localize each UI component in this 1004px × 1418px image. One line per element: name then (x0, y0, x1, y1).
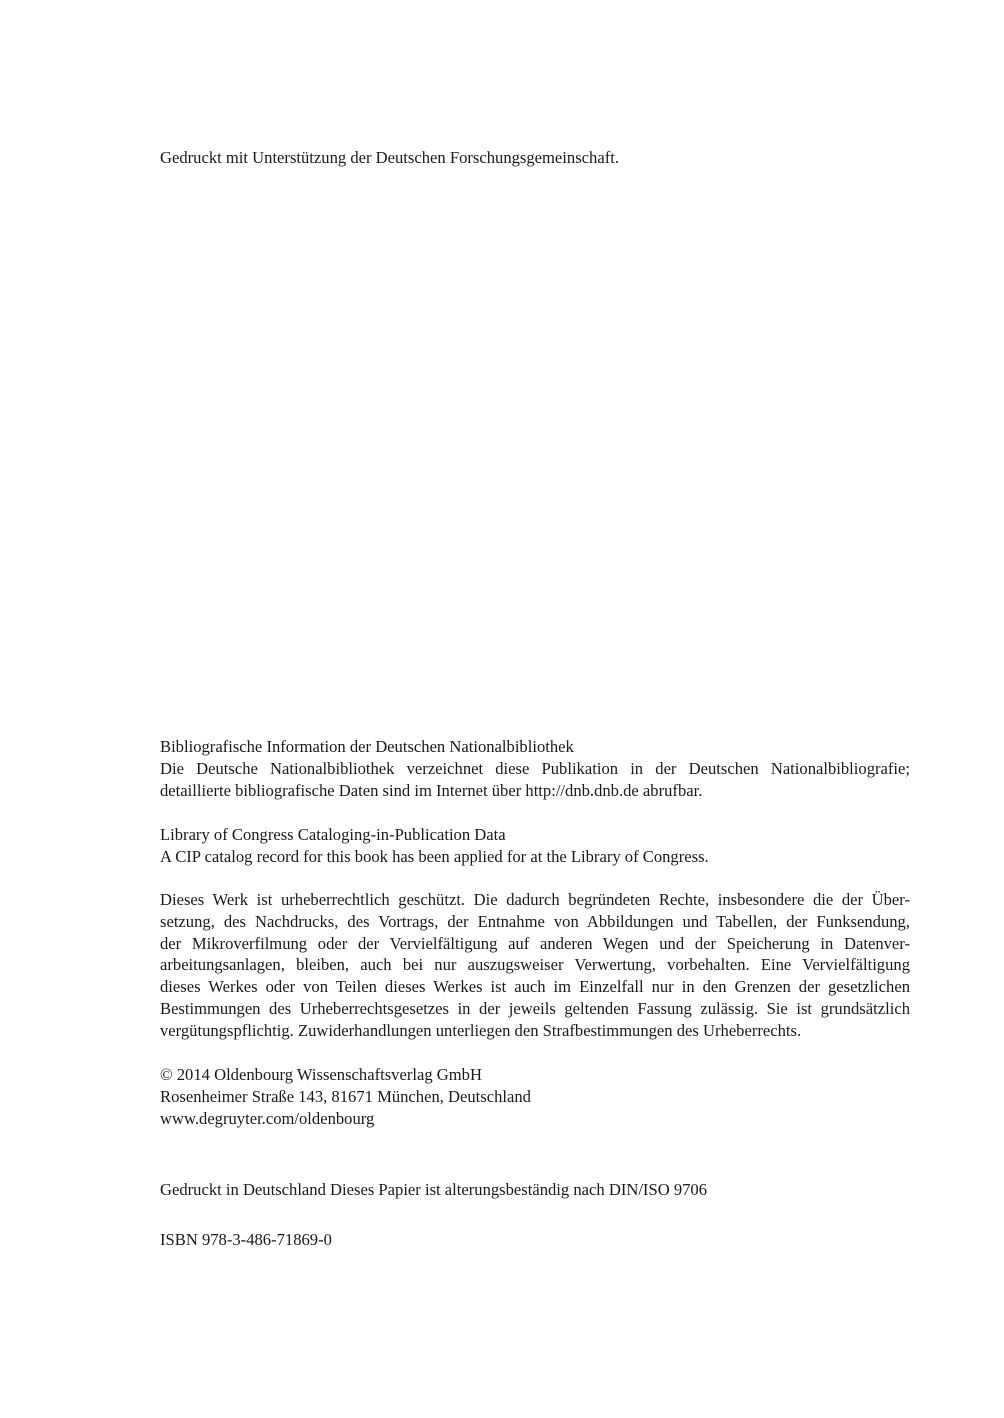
copyright-notice-line-7: vergütungspflichtig. Zuwiderhandlungen unterliegen den Strafbestimmungen des Urheberrechts. (160, 1020, 802, 1040)
loc-block (160, 824, 910, 868)
publisher-block (160, 1064, 910, 1129)
isbn-block (160, 1229, 910, 1251)
copyright-notice-line-1: Dieses Werk ist urheberrechtlich geschützt. Die dadurch begründeten Rechte, insbesondere die der Über- (160, 890, 910, 909)
publisher-website: www.degruyter.com/oldenbourg (160, 1108, 375, 1128)
printing-note: Gedruckt in Deutschland Dieses Papier ist alterungsbeständig nach DIN/ISO 9706 (160, 1180, 708, 1199)
copyright-notice-line-2: setzung, des Nachdrucks, des Vortrags, der Entnahme von Abbildungen und Tabellen, der Funksendung, (160, 911, 910, 931)
copyright-notice-line-4: arbeitungsanlagen, bleiben, auch bei nur auszugsweiser Verwertung, vorbehalten. Eine Vervielfältigung (160, 955, 910, 975)
dnb-block (160, 736, 910, 801)
dnb-heading: Bibliografische Information der Deutschen Nationalbibliothek (160, 737, 574, 756)
copyright-notice-line-5: dieses Werkes oder von Teilen dieses Werkes ist auch im Einzelfall nur in den Grenzen der gesetzlichen (160, 977, 910, 997)
loc-line: A CIP catalog record for this book has been applied for at the Library of Congress. (160, 846, 709, 866)
funding-note: Gedruckt mit Unterstützung der Deutschen Forschungsgemeinschaft. (160, 148, 619, 167)
printing-note-block (160, 1179, 910, 1201)
copyright-notice-line-6: Bestimmungen des Urheberrechtsgesetzes in der jeweils geltenden Fassung zulässig. Sie ist grundsätzlich (160, 998, 910, 1018)
funding-note-block (160, 147, 910, 169)
copyright-notice-block (160, 889, 910, 1042)
dnb-line-2: detaillierte bibliografische Daten sind im Internet über http://dnb.dnb.de abrufbar. (160, 780, 703, 800)
isbn: ISBN 978-3-486-71869-0 (160, 1230, 332, 1249)
publisher-address: Rosenheimer Straße 143, 81671 München, Deutschland (160, 1086, 531, 1106)
loc-heading: Library of Congress Cataloging-in-Publication Data (160, 825, 506, 844)
dnb-line-1: Die Deutsche Nationalbibliothek verzeichnet diese Publikation in der Deutschen Nationalbibliografie; (160, 758, 910, 778)
publisher-copyright: © 2014 Oldenbourg Wissenschaftsverlag GmbH (160, 1065, 482, 1084)
copyright-notice-line-3: der Mikroverfilmung oder der Vervielfältigung auf anderen Wegen und der Speicherung in Datenver- (160, 933, 910, 953)
